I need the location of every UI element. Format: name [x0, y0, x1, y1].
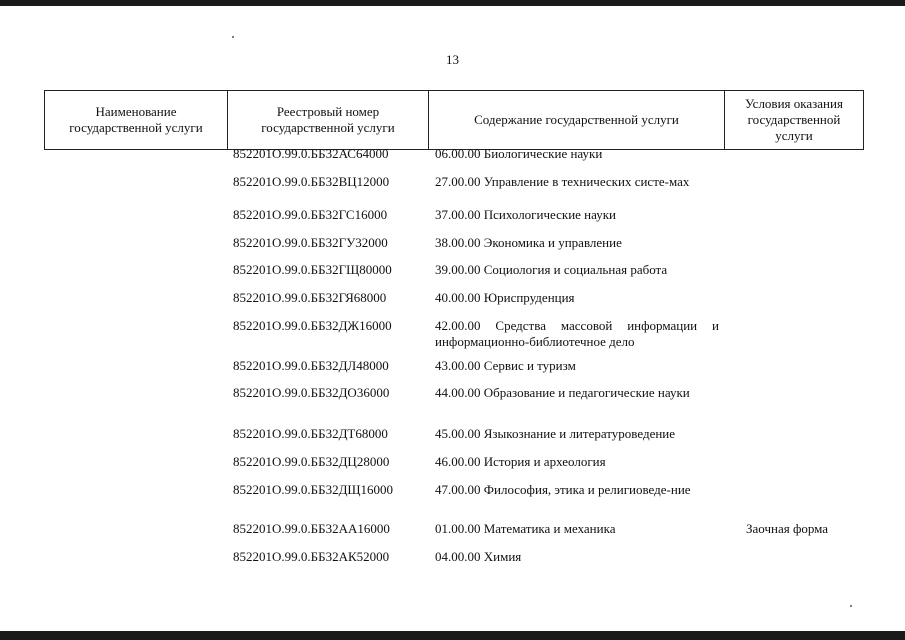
- registry-code: 852201О.99.0.ББ32ГУ32000: [233, 235, 388, 250]
- service-content: 46.00.00 История и археология: [435, 454, 606, 469]
- scan-speck: [232, 36, 234, 38]
- registry-code: 852201О.99.0.ББ32ДЩ16000: [233, 482, 394, 497]
- registry-code: 852201О.99.0.ББ32ДО36000: [233, 385, 390, 400]
- registry-code: 852201О.99.0.ББ32ГЩ80000: [233, 262, 392, 277]
- service-content: 47.00.00 Философия, этика и религиоведе-ние: [435, 482, 691, 497]
- registry-code: 852201О.99.0.ББ32АК52000: [233, 549, 390, 564]
- service-condition: Заочная форма: [746, 521, 829, 536]
- service-content: 42.00.00 Средства массовой информации и информационно-библиотечное дело: [435, 318, 719, 349]
- service-content: 37.00.00 Психологические науки: [435, 207, 617, 222]
- service-content: 44.00.00 Образование и педагогические науки: [435, 385, 690, 400]
- header-registry-number: Реестровый номер государственной услуги: [261, 104, 395, 135]
- service-content: 06.00.00 Биологические науки: [435, 146, 603, 161]
- service-content: 38.00.00 Экономика и управление: [435, 235, 622, 250]
- scan-speck: [850, 605, 852, 607]
- service-content: 39.00.00 Социология и социальная работа: [435, 262, 668, 277]
- registry-code: 852201О.99.0.ББ32ДЖ16000: [233, 318, 392, 333]
- registry-code: 852201О.99.0.ББ32ДЛ48000: [233, 358, 389, 373]
- scan-border-bottom: [0, 631, 905, 640]
- service-content: 43.00.00 Сервис и туризм: [435, 358, 576, 373]
- page-number: 13: [446, 52, 459, 67]
- service-content: 04.00.00 Химия: [435, 549, 522, 564]
- registry-code: 852201О.99.0.ББ32ДЦ28000: [233, 454, 390, 469]
- service-content: 01.00.00 Математика и механика: [435, 521, 616, 536]
- header-service-name: Наименование государственной услуги: [69, 104, 203, 135]
- registry-code: 852201О.99.0.ББ32АС64000: [233, 146, 389, 161]
- table-right-border: [863, 90, 864, 150]
- header-conditions: Условия оказания государственной услуги: [745, 96, 843, 143]
- registry-code: 852201О.99.0.ББ32ГЯ68000: [233, 290, 387, 305]
- registry-code: 852201О.99.0.ББ32АА16000: [233, 521, 390, 536]
- scan-border-top: [0, 0, 905, 6]
- service-content: 27.00.00 Управление в технических систе-мах: [435, 174, 690, 189]
- header-service-content: Содержание государственной услуги: [474, 112, 679, 127]
- registry-code: 852201О.99.0.ББ32ВЦ12000: [233, 174, 390, 189]
- registry-code: 852201О.99.0.ББ32ДТ68000: [233, 426, 388, 441]
- registry-code: 852201О.99.0.ББ32ГС16000: [233, 207, 388, 222]
- service-content: 45.00.00 Языкознание и литературоведение: [435, 426, 676, 441]
- service-content: 40.00.00 Юриспруденция: [435, 290, 575, 305]
